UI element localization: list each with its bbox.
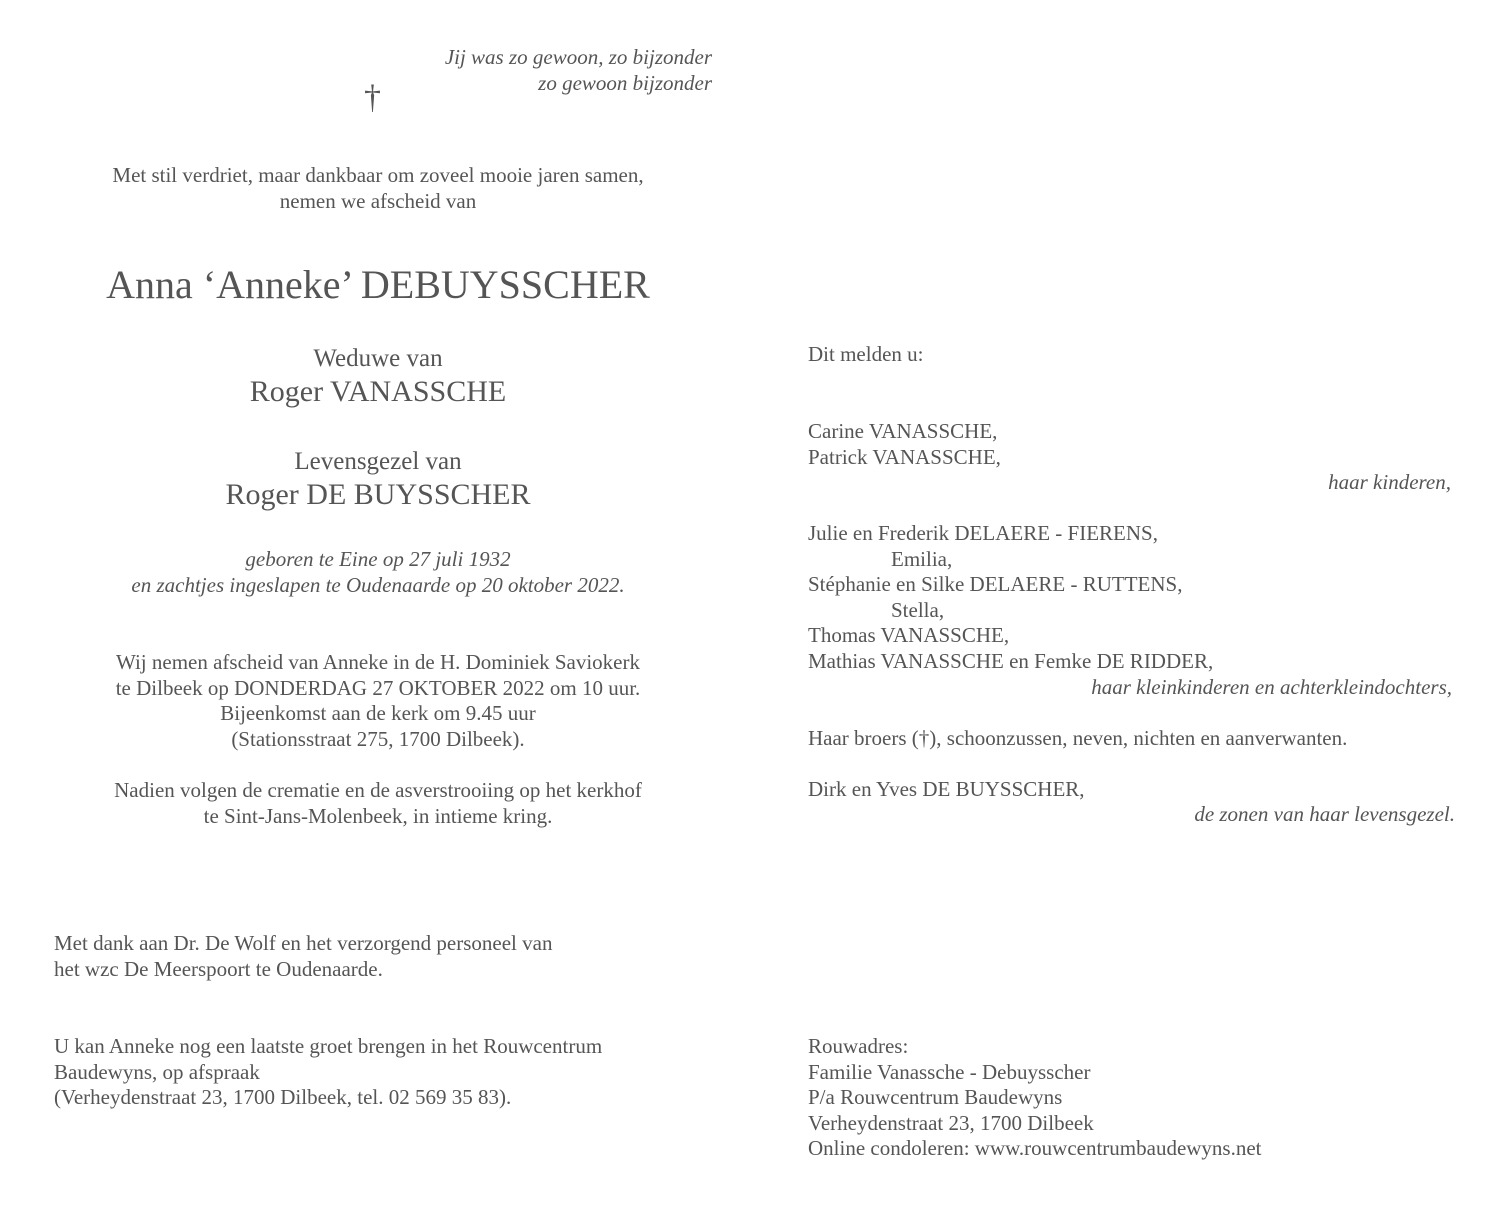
grandchild-entry: Mathias VANASSCHE en Femke DE RIDDER, — [808, 648, 1214, 673]
service-line: Bijeenkomst aan de kerk om 9.45 uur — [220, 701, 536, 725]
cremation-info — [60, 778, 696, 829]
relatives-line: Haar broers (†), schoonzussen, neven, nichten en aanverwanten. — [808, 726, 1348, 750]
visit-line: Baudewyns, op afspraak — [54, 1059, 260, 1084]
partner-name: Roger DE BUYSSCHER — [225, 478, 531, 511]
visit-info — [54, 1034, 602, 1111]
cremation-line: Nadien volgen de crematie en de asverstrooiing op het kerkhof — [114, 778, 642, 802]
funeral-service-info — [60, 650, 696, 752]
birth-line: geboren te Eine op 27 juli 1932 — [245, 547, 511, 571]
thanks-line: Met dank aan Dr. De Wolf en het verzorgend personeel van — [54, 931, 553, 955]
mourning-address — [808, 1034, 1262, 1162]
children-list — [808, 419, 1001, 470]
great-grandchild-entry: Stella, — [891, 597, 945, 622]
great-grandchild-entry: Emilia, — [891, 546, 953, 571]
birth-death-dates — [60, 547, 696, 598]
visit-line: U kan Anneke nog een laatste groet brengen in het Rouwcentrum — [54, 1034, 603, 1058]
motto-line: Jij was zo gewoon, zo bijzonder — [444, 45, 712, 69]
visit-line: (Verheydenstraat 23, 1700 Dilbeek, tel. 02 569 35 83). — [54, 1085, 512, 1109]
children-label: haar kinderen, — [1328, 470, 1451, 494]
grandchildren-list — [808, 521, 1213, 674]
child-name: Carine VANASSCHE, — [808, 419, 998, 443]
address-line: Familie Vanassche - Debuysscher — [808, 1059, 1091, 1084]
cross-icon: † — [364, 79, 381, 116]
address-line: P/a Rouwcentrum Baudewyns — [808, 1085, 1063, 1109]
widow-label: Weduwe van — [313, 345, 443, 372]
deceased-name: Anna ‘Anneke’ DEBUYSSCHER — [106, 262, 650, 307]
stepsons-names: Dirk en Yves DE BUYSSCHER, — [808, 777, 1085, 801]
grandchild-entry: Julie en Frederik DELAERE - FIERENS, — [808, 521, 1158, 545]
intro-text — [60, 163, 696, 214]
motto — [390, 45, 712, 96]
stepsons-label: de zonen van haar levensgezel. — [1194, 802, 1455, 826]
intro-line: nemen we afscheid van — [279, 188, 477, 213]
grandchild-entry: Stéphanie en Silke DELAERE - RUTTENS, — [808, 572, 1183, 596]
grandchildren-label: haar kleinkinderen en achterkleindochters, — [1091, 675, 1452, 699]
widow-name: Roger VANASSCHE — [249, 375, 507, 408]
thanks-line: het wzc De Meerspoort te Oudenaarde. — [54, 956, 383, 981]
cremation-line: te Sint-Jans-Molenbeek, in intieme kring. — [203, 803, 553, 828]
thanks-text — [54, 931, 552, 982]
child-name: Patrick VANASSCHE, — [808, 444, 1001, 469]
address-line: Verheydenstraat 23, 1700 Dilbeek — [808, 1110, 1094, 1135]
service-line: te Dilbeek op DONDERDAG 27 OKTOBER 2022 om 10 uur. — [115, 675, 641, 700]
death-line: en zachtjes ingeslapen te Oudenaarde op 20 oktober 2022. — [131, 572, 625, 597]
condolence-line: Online condoleren: www.rouwcentrumbaudewyns.net — [808, 1136, 1262, 1160]
announce-heading: Dit melden u: — [808, 342, 924, 366]
intro-line: Met stil verdriet, maar dankbaar om zoveel mooie jaren samen, — [112, 163, 644, 187]
motto-line: zo gewoon bijzonder — [538, 70, 712, 95]
service-line: Wij nemen afscheid van Anneke in de H. Dominiek Saviokerk — [115, 650, 640, 674]
partner-label: Levensgezel van — [294, 448, 462, 475]
service-line: (Stationsstraat 275, 1700 Dilbeek). — [231, 726, 525, 751]
address-heading: Rouwadres: — [808, 1034, 909, 1058]
grandchild-entry: Thomas VANASSCHE, — [808, 623, 1010, 647]
